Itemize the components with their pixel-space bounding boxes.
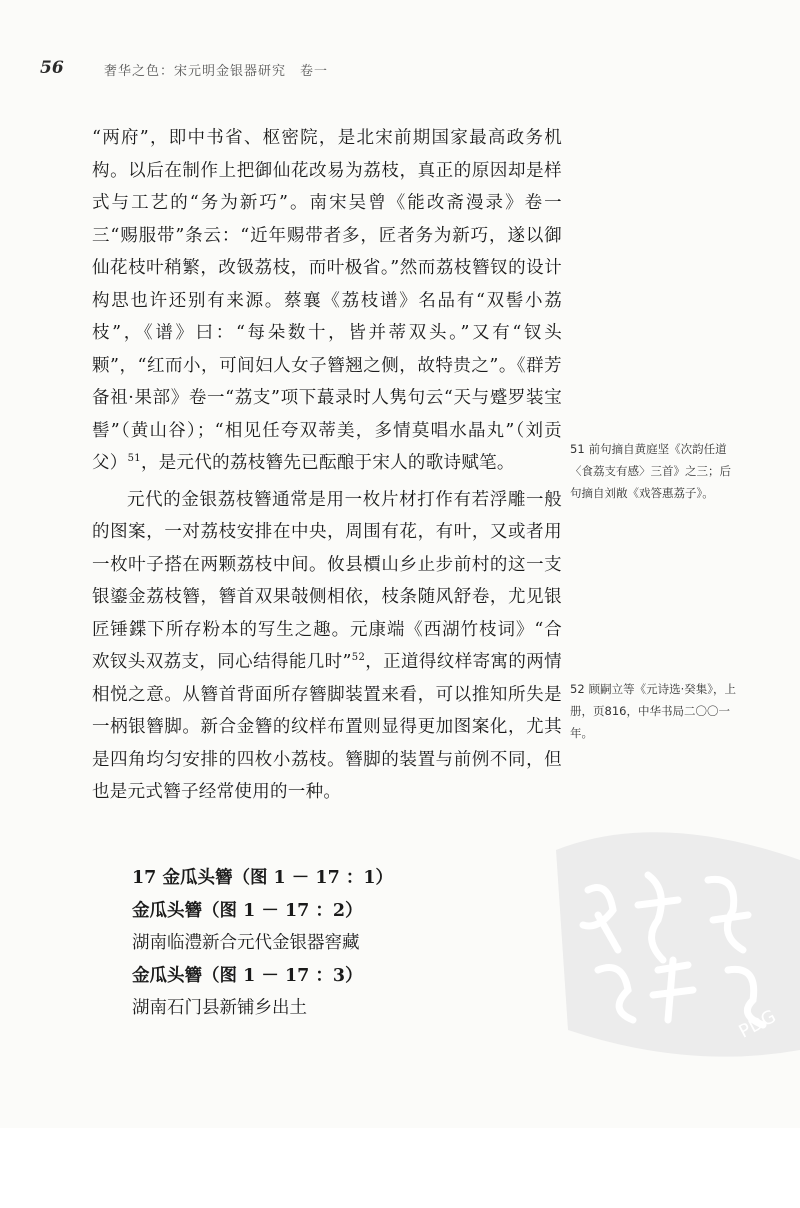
- caption-line: 湖南临澧新合元代金银器窖藏: [132, 933, 360, 953]
- watermark-text: PDG: [735, 1005, 780, 1043]
- page-number: 56: [40, 58, 64, 78]
- paragraph-1-text-b: ，是元代的荔枝簪先已酝酿于宋人的歌诗赋笔。: [140, 453, 515, 473]
- main-text: [92, 122, 562, 809]
- sidenote-51: [570, 438, 740, 504]
- sidenote-number: 52: [570, 682, 585, 696]
- running-title: 奢华之色：宋元明金银器研究 卷一: [104, 64, 329, 79]
- paragraph-2-text-b: ，正道得纹样寄寓的两情相悦之意。从簪首背面所存簪脚装置来看，可以推知所失是一柄银簪脚。新合金簪的纹样布置则显得更加图案化，尤其是四角均匀安排的四枚小荔枝。簪脚的装置与前例不同，但也是元式簪子经常使用的一种。: [92, 652, 562, 802]
- sidenote-text: 前句摘自黄庭坚《次韵任道〈食荔支有感〉三首》之三；后句摘自刘敞《戏答惠荔子》。: [570, 442, 731, 500]
- sidenote-52: [570, 678, 740, 744]
- page-bottom-margin: [0, 1128, 800, 1208]
- paragraph-2-text-a: 元代的金银荔枝簪通常是用一枚片材打作有若浮雕一般的图案，一对荔枝安排在中央，周围有花，有叶，又或者用一枚叶子搭在两颗荔枝中间。攸县檟山乡止步前村的这一支银鎏金荔枝簪，簪首双果攲侧相依，枝条随风舒卷，尤见银匠锤鍱下所存粉本的写生之趣。元康端《西湖竹枝词》“合欢钗头双荔支，同心结得能几时”: [92, 489, 562, 672]
- watermark-seal: [538, 820, 800, 1060]
- footnote-ref-52: 52: [351, 652, 366, 664]
- sidenote-text: 顾嗣立等《元诗选·癸集》，上册，页816，中华书局二〇〇一年。: [570, 682, 737, 740]
- paragraph-1-text-a: “两府”，即中书省、枢密院，是北宋前期国家最高政务机构。以后在制作上把御仙花改易为荔枝，真正的原因却是样式与工艺的“务为新巧”。南宋吴曾《能改斋漫录》卷一三“赐服带”条云：“近年赐带者多，匠者务为新巧，遂以御仙花枝叶稍繁，改钑荔枝，而叶极省。”然而荔枝簪钗的设计构思也许还别有来源。蔡襄《荔枝谱》名品有“双髻小荔枝”，《谱》曰：“每朵数十，皆并蒂双头。”又有“钗头颗”，“红而小，可间妇人女子簪翘之侧，故特贵之”。《群芳备祖·果部》卷一“荔支”项下蕞录时人隽句云“天与蹙罗装宝髻”（黄山谷）；“相见任夸双蒂美，多情莫唱水晶丸”（刘贡父）: [92, 128, 562, 473]
- sidenote-number: 51: [570, 442, 585, 456]
- page-header: [40, 56, 740, 82]
- caption-line: 17 金瓜头簪（图 1 － 17 ：1）: [132, 868, 394, 888]
- figure-captions: [132, 862, 532, 1025]
- paragraph-2: [92, 484, 562, 809]
- footnote-ref-51: 51: [127, 453, 141, 465]
- caption-line: 金瓜头簪（图 1 － 17 ：2）: [132, 900, 363, 921]
- paragraph-1: [92, 122, 562, 480]
- caption-line: 湖南石门县新铺乡出土: [132, 998, 307, 1018]
- caption-line: 金瓜头簪（图 1 － 17 ：3）: [132, 965, 363, 986]
